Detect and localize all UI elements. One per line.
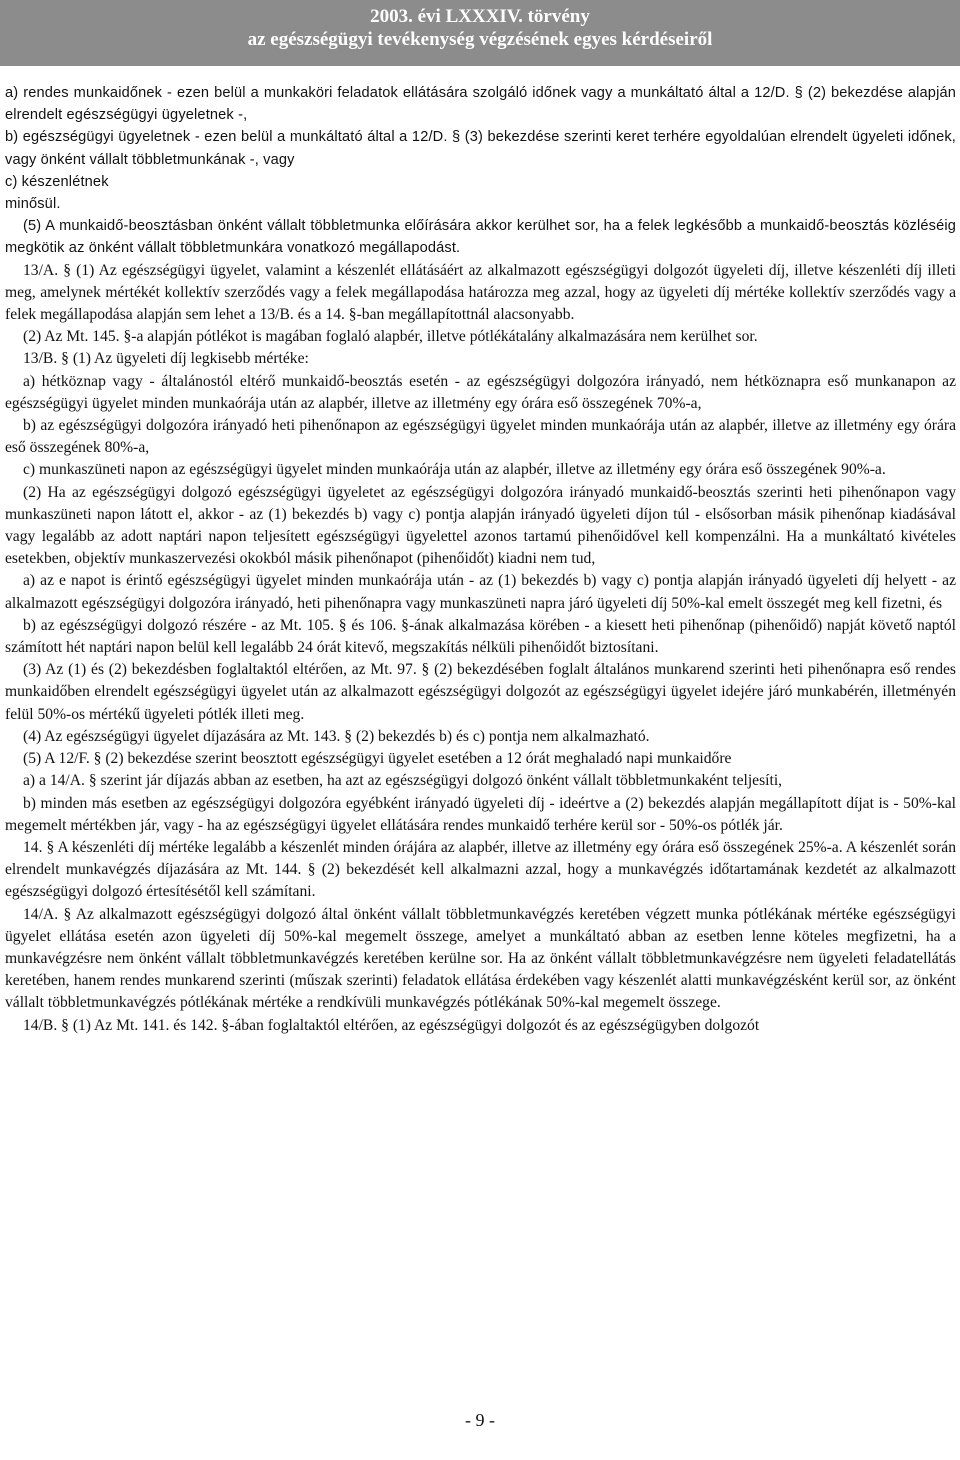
section-14: 14. § A készenléti díj mértéke legalább a készenlét minden órájára az alapbér, illetve az illetmény egy órára eső összegének 25%-a. A készenlét során elrendelt munkavégzés díjazására az Mt. 144. § (2) bekezdését kell alkalmazni azzal, hogy a munkavégzés időtartamának kezdetét az alkalmazott egészségügyi dolgozó értesítésétől kell számítani.: [5, 838, 956, 901]
paragraph: a) a 14/A. § szerint jár díjazás abban az esetben, ha azt az egészségügyi dolgozó önként vállalt többletmunkaként teljesíti,: [23, 772, 783, 790]
paragraph: b) egészségügyi ügyeletnek - ezen belül a munkáltató által a 12/D. § (3) bekezdése szerinti keret terhére egyoldalúan elrendelt ügyeleti időnek, vagy önként vállalt többletmunkának -, vagy: [5, 129, 956, 168]
section-13b: 13/B. § (1) Az ügyeleti díj legkisebb mértéke:: [23, 350, 309, 368]
paragraph: (5) A 12/F. § (2) bekezdése szerint beosztott egészségügyi ügyelet esetében a 12 órát meghaladó napi munkaidőre: [23, 750, 732, 768]
page-number: - 9 -: [465, 1410, 495, 1430]
paragraph: a) hétköznap vagy - általánostól eltérő munkaidő-beosztás esetén - az egészségügyi dolgozóra irányadó, nem hétköznapra eső munkanapon az egészségügyi ügyelet minden munkaórája után az alapbér, illetve az illetmény egy órára eső összegének 70%-a,: [5, 372, 956, 412]
paragraph: (5) A munkaidő-beosztásban önként vállalt többletmunka előírására akkor kerülhet sor, ha a felek legkésőbb a munkaidő-beosztás közléséig megkötik az önként vállalt többletmunkára vonatkozó megállapodást.: [5, 218, 956, 257]
paragraph: (2) Ha az egészségügyi dolgozó egészségügyi ügyeletet az egészségügyi dolgozóra irányadó munkaidő-beosztás szerinti heti pihenőnapon vagy munkaszüneti napon látott el, akkor - az (1) bekezdés b) vagy c) pontja alapján irányadó ügyeleti díjon túl - elsősorban másik pihenőnap kiadásával vagy legalább az adott naptári napon teljesített egészségügyi ügyelettel azonos tartamú pihenőidővel kell kompenzálni. Ha a munkáltató kivételes esetekben, objektív munkaszervezési okokból másik pihenőnapot (pihenőidőt) kiadni nem tud,: [5, 483, 956, 568]
paragraph: (3) Az (1) és (2) bekezdésben foglaltaktól eltérően, az Mt. 97. § (2) bekezdésében foglalt általános munkarend szerinti heti pihenőnapra eső rendes munkaidőben elrendelt egészségügyi ügyelet után az alkalmazott egészségügyi dolgozót az egészségügyi ügyelet idejére járó munkabérén, illetményén felül 50%-os mértékű ügyeleti pótlék illeti meg.: [5, 661, 956, 723]
document-body: [5, 82, 956, 1037]
paragraph: b) minden más esetben az egészségügyi dolgozóra egyébként irányadó ügyeleti díj - ideértve a (2) bekezdés alapján megállapított díjat is - 50%-kal megemelt mértékben jár, vagy - ha az egészségügyi ügyelet ellátására rendes munkaidő terhére kerül sor - 50%-os pótlék jár.: [5, 794, 956, 834]
document-header: [0, 0, 960, 66]
paragraph: a) az e napot is érintő egészségügyi ügyelet minden munkaórája után - az (1) bekezdés b) vagy c) pontja alapján irányadó ügyeleti díj helyett - az alkalmazott egészségügyi dolgozóra irányadó, heti pihenőnapra vagy munkaszüneti napra járó ügyeleti díj 50%-kal emelt összegét meg kell fizetni, és: [5, 572, 956, 612]
paragraph: c) munkaszüneti napon az egészségügyi ügyelet minden munkaórája után az alapbér, illetve az illetmény egy órára eső összegének 90%-a.: [23, 461, 886, 479]
paragraph: minősül.: [5, 196, 61, 213]
header-law-title: 2003. évi LXXXIV. törvény: [370, 6, 590, 27]
header-law-subject: az egészségügyi tevékenység végzésének egyes kérdéseiről: [247, 29, 713, 50]
section-14a: 14/A. § Az alkalmazott egészségügyi dolgozó által önként vállalt többletmunkavégzés keretében végzett munka pótlékának mértéke egészségügyi ügyelet ellátása esetén azon ügyeleti díj 50%-kal megemelt összege, amelyet a munkáltató abban az esetben lenne köteles megfizetni, ha a munkavégzésre nem önként vállalt többletmunkavégzés keretében kerülne sor. Ha az önként vállalt többletmunkavégzésre nem ügyeleti feladatellátás keretében, hanem rendes munkarend szerinti (műszak szerinti) feladatok ellátása érdekében vagy készenlét alatti munkavégzésként kerül sor, az önként vállalt többletmunkavégzés pótlékának mértéke a rendkívüli munkavégzés pótlékának 50%-kal megemelt összege.: [5, 905, 956, 1012]
paragraph: c) készenlétnek: [5, 173, 109, 190]
paragraph: (4) Az egészségügyi ügyelet díjazására az Mt. 143. § (2) bekezdés b) és c) pontja nem alkalmazható.: [23, 727, 650, 745]
section-14b: 14/B. § (1) Az Mt. 141. és 142. §-ában foglaltaktól eltérően, az egészségügyi dolgozót és az egészségügyben dolgozót: [23, 1016, 760, 1034]
section-13a: 13/A. § (1) Az egészségügyi ügyelet, valamint a készenlét ellátásáért az alkalmazott egészségügyi dolgozót ügyeleti díj, illetve készenléti díj illeti meg, amelynek mértékét kollektív szerződés vagy a felek megállapodása határozza meg azzal, hogy az ügyeleti díj mértéke kollektív szerződés vagy a felek megállapodása alapján sem lehet a 13/B. és a 14. §-ban megállapítottnál alacsonyabb.: [5, 261, 956, 324]
paragraph: (2) Az Mt. 145. §-a alapján pótlékot is magában foglaló alapbér, illetve pótlékátalány alkalmazására nem kerülhet sor.: [23, 328, 758, 346]
paragraph: b) az egészségügyi dolgozóra irányadó heti pihenőnapon az egészségügyi ügyelet minden munkaórája után az alapbér, illetve az illetmény egy órára eső összegének 80%-a,: [5, 417, 956, 457]
paragraph: b) az egészségügyi dolgozó részére - az Mt. 105. § és 106. §-ának alkalmazása körében - a kiesett heti pihenőnap (pihenőidő) napját követő naptól számított hét naptári napon belül kell legalább 24 órát kitevő, megszakítás nélküli pihenőidőt biztosítani.: [5, 616, 956, 657]
paragraph: a) rendes munkaidőnek - ezen belül a munkaköri feladatok ellátására szolgáló időnek vagy a munkáltató által a 12/D. § (2) bekezdése alapján elrendelt egészségügyi ügyeletnek -,: [5, 85, 956, 124]
